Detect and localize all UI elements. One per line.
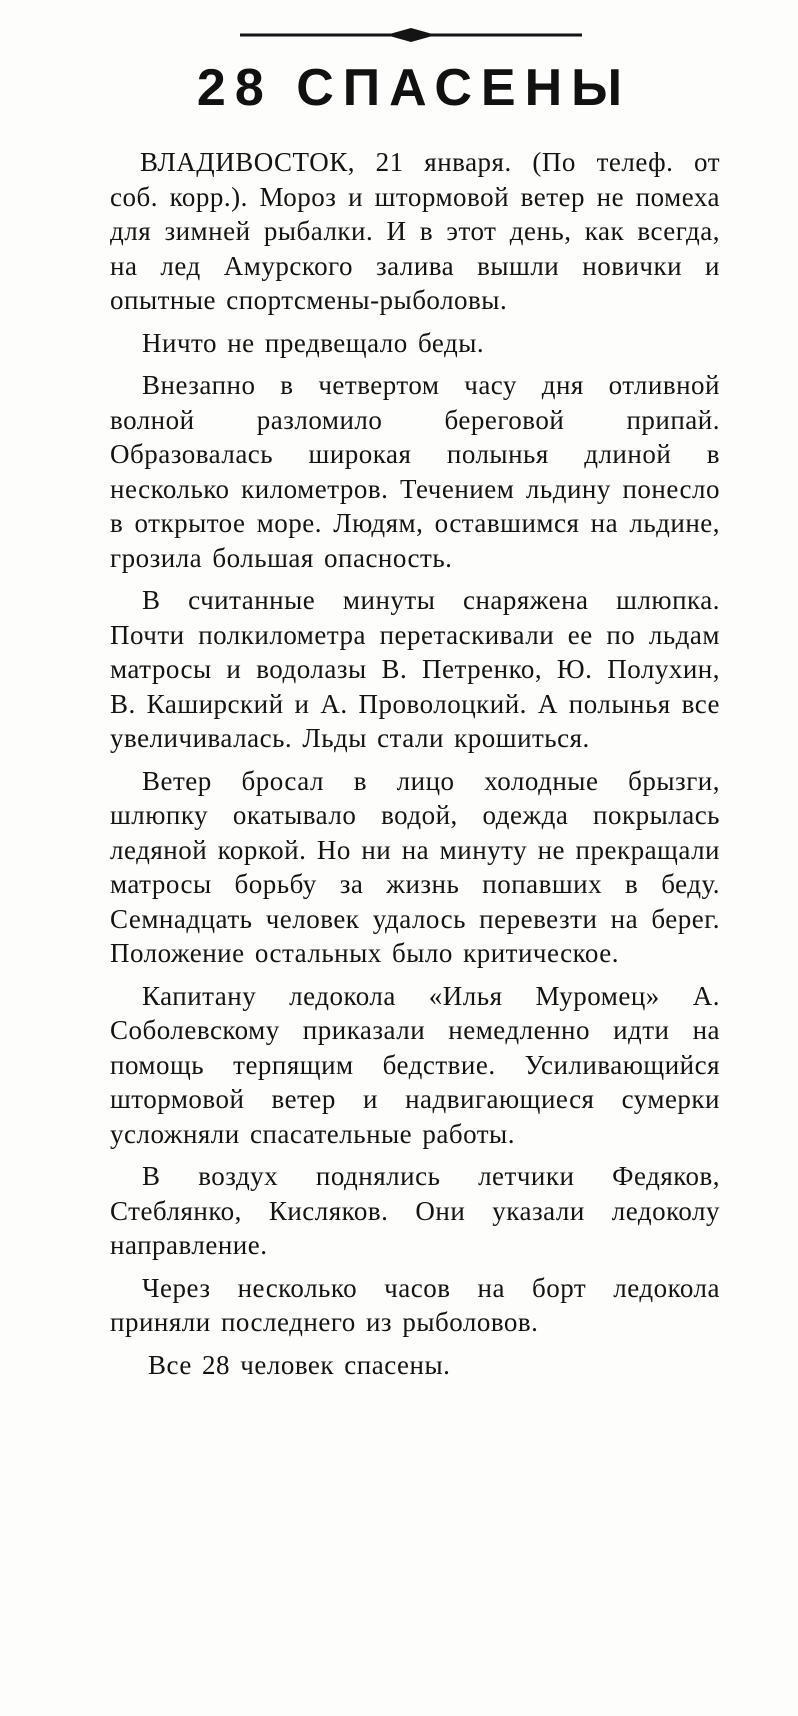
closing-line: Все 28 человек спасены. xyxy=(148,1349,451,1380)
paragraph: В считанные минуты снаряжена шлюпка. Почти полкилометра перетаскивали ее по льдам матросы и водолазы В. Петренко, Ю. Полухин, В. Каширский и А. Проволоцкий. А полынья все увеличивалась. Льды стали крошиться. xyxy=(110,585,720,753)
paragraph: Через несколько часов на борт ледокола приняли последнего из рыболовов. xyxy=(110,1272,720,1337)
paragraph: Ветер бросал в лицо холодные брызги, шлюпку окатывало водой, одежда покрылась ледяной коркой. Но ни на минуту не прекращали матросы борьбу за жизнь попавших в беду. Семнадцать человек удалось перевезти на берег. Положение остальных было критическое. xyxy=(110,765,720,968)
paragraph: Ничто не предвещало беды. xyxy=(142,327,485,358)
paragraph: Капитану ледокола «Илья Муромец» А. Соболевскому приказали немедленно идти на помощь терпящим бедствие. Усиливающийся штормовой ветер и надвигающиеся сумерки усложняли спасательные работы. xyxy=(110,980,720,1149)
ornamental-rule xyxy=(240,24,582,46)
article-body xyxy=(110,145,720,1390)
headline: 28 СПАСЕНЫ xyxy=(196,59,632,117)
paragraph-dateline: ВЛАДИВОСТОК, 21 января. (По телеф. от соб. корр.). Мороз и штормовой ветер не помеха для зимней рыбалки. И в этот день, как всегда, на лед Амурского залива вышли новички и опытные спортсмены-рыболовы. xyxy=(110,147,720,315)
paragraph: В воздух поднялись летчики Федяков, Стеблянко, Кисляков. Они указали ледоколу направление. xyxy=(110,1161,720,1260)
paragraph: Внезапно в четвертом часу дня отливной волной разломило береговой припай. Образовалась широкая полынья длиной в несколько километров. Течением льдину понесло в открытое море. Людям, оставшимся на льдине, грозила большая опасность. xyxy=(110,370,720,573)
